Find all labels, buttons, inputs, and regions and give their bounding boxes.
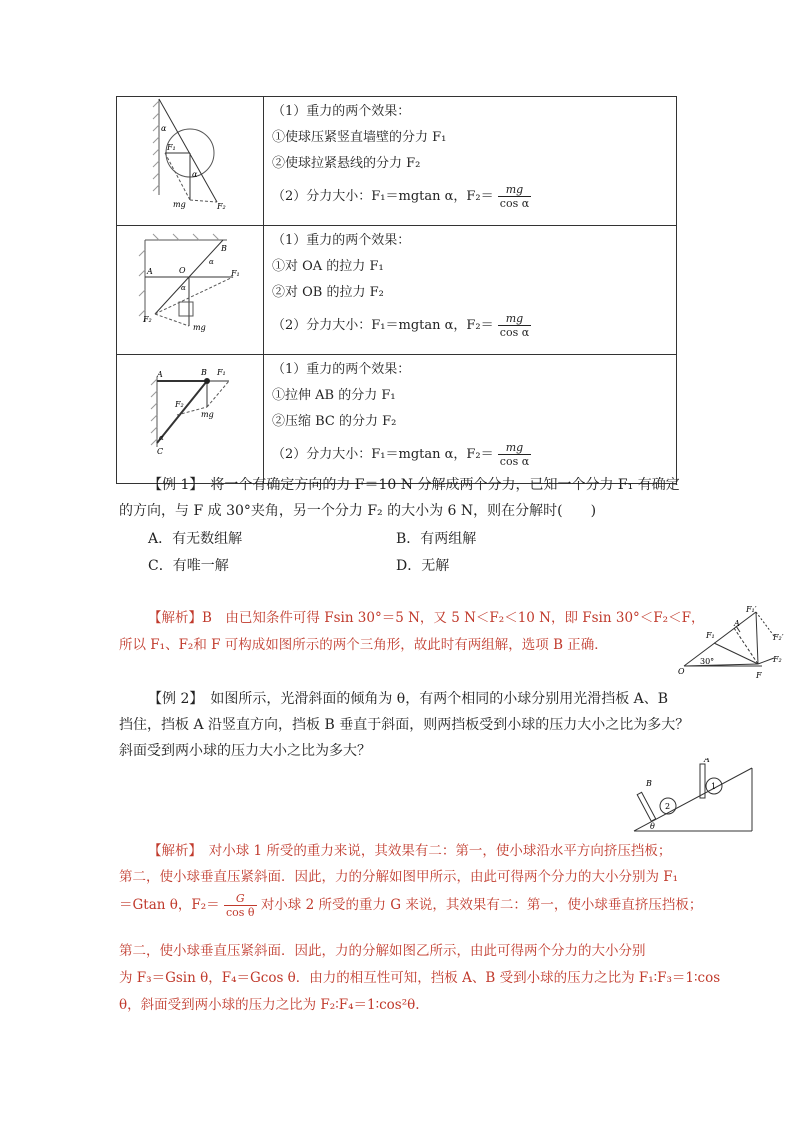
table-row bbox=[117, 97, 677, 226]
fraction bbox=[498, 441, 531, 468]
angle-label: 30° bbox=[700, 657, 715, 666]
fraction-numerator: mg bbox=[498, 183, 531, 197]
option-c: C．有唯一解 bbox=[148, 558, 229, 574]
effect-item: ②压缩 BC 的分力 F₂ bbox=[272, 414, 397, 429]
effect-item: ①拉伸 AB 的分力 F₁ bbox=[272, 388, 396, 403]
example2-question: 挡住，挡板 A 沿竖直方向，挡板 B 垂直于斜面，则两挡板受到小球的压力大小之比为多大？ bbox=[119, 717, 690, 733]
force-triangle-figure bbox=[676, 600, 794, 684]
f2-label: F₂ bbox=[143, 315, 152, 324]
ball-on-wall-figure bbox=[117, 97, 263, 221]
a-label: A bbox=[704, 758, 710, 764]
formula-label: （2）分力大小：F₁＝mgtan α，F₂＝ bbox=[272, 189, 494, 204]
o-label: O bbox=[179, 266, 186, 275]
a-label: A bbox=[147, 267, 153, 276]
fraction-numerator: mg bbox=[498, 312, 531, 326]
b-label: B bbox=[221, 244, 227, 253]
ball1-label: 1 bbox=[711, 782, 717, 791]
f2-label: F₂ bbox=[175, 400, 184, 409]
fraction bbox=[498, 183, 531, 210]
fraction bbox=[498, 312, 531, 339]
example2-analysis: 第二，使小球垂直压紧斜面．因此，力的分解如图甲所示，由此可得两个分力的大小分别为 F₁ bbox=[119, 869, 679, 885]
b-label: B bbox=[646, 779, 652, 788]
example1-question: 的方向，与 F 成 30°夹角，另一个分力 F₂ 的大小为 6 N，则在分解时( ) bbox=[119, 503, 597, 519]
example2-analysis: 【解析】 对小球 1 所受的重力来说，其效果有二：第一，使小球沿水平方向挤压挡板； bbox=[148, 843, 672, 859]
figure-cell bbox=[117, 226, 264, 355]
force-size-formula bbox=[272, 183, 676, 209]
effects-heading: （1）重力的两个效果： bbox=[272, 362, 411, 377]
b-label: B bbox=[201, 368, 207, 377]
fraction-numerator: mg bbox=[498, 441, 531, 455]
figure-cell bbox=[117, 97, 264, 226]
f1-label: F₁ bbox=[231, 269, 240, 278]
example1-question: 【例 1】 将一个有确定方向的力 F＝10 N 分解成两个分力，已知一个分力 F₁ 有确定 bbox=[148, 477, 680, 493]
figure-cell bbox=[117, 355, 264, 484]
option-d: D．无解 bbox=[396, 558, 450, 574]
table-row bbox=[117, 355, 677, 484]
f-label: F bbox=[756, 671, 762, 680]
f1-label: F₁ bbox=[217, 368, 226, 377]
effect-item: ②对 OB 的拉力 F₂ bbox=[272, 285, 384, 300]
fraction-denominator: cos α bbox=[499, 197, 530, 210]
mg-label: mg bbox=[193, 323, 206, 332]
example2-analysis-text: 对小球 2 所受的重力 G 来说，其效果有二：第一，使小球垂直挤压挡板； bbox=[260, 897, 703, 913]
effects-heading: （1）重力的两个效果： bbox=[272, 104, 411, 119]
text-cell bbox=[264, 355, 677, 484]
ball2-label: 2 bbox=[665, 802, 671, 811]
f2-label: F₂ bbox=[217, 202, 226, 211]
text-cell bbox=[264, 97, 677, 226]
alpha-label: α bbox=[192, 170, 198, 179]
table-row bbox=[117, 226, 677, 355]
alpha-label: α bbox=[159, 434, 164, 442]
mg-label: mg bbox=[173, 200, 186, 209]
force-size-formula bbox=[272, 441, 676, 467]
example2-analysis: θ，斜面受到两小球的压力之比为 F₂∶F₄＝1∶cos²θ. bbox=[119, 997, 420, 1013]
joint-b bbox=[204, 378, 210, 384]
example2-question: 【例 2】 如图所示，光滑斜面的倾角为 θ，有两个相同的小球分别用光滑挡板 A、B bbox=[148, 691, 669, 707]
fraction-denominator: cos θ bbox=[225, 906, 255, 919]
example1-analysis: 【解析】B 由已知条件可得 Fsin 30°＝5 N，又 5 N＜F₂＜10 N，即 Fsin 30°＜F₂＜F， bbox=[148, 610, 705, 626]
o-label: O bbox=[678, 667, 685, 676]
text-cell bbox=[264, 226, 677, 355]
effects-heading: （1）重力的两个效果： bbox=[272, 233, 411, 248]
c-label: C bbox=[157, 447, 164, 456]
alpha-label: α bbox=[161, 124, 167, 133]
mg-label: mg bbox=[201, 410, 214, 419]
effect-item: ②使球拉紧悬线的分力 F₂ bbox=[272, 156, 421, 171]
a-label: A bbox=[157, 370, 163, 379]
fraction bbox=[224, 892, 257, 919]
fraction-denominator: cos α bbox=[499, 326, 530, 339]
formula-label: （2）分力大小：F₁＝mgtan α，F₂＝ bbox=[272, 447, 494, 462]
example2-analysis: 为 F₃＝Gsin θ，F₄＝Gcos θ．由力的相互性可知，挡板 A、B 受到小球的压力之比为 F₁∶F₃＝1∶cos bbox=[119, 970, 721, 986]
a-label: A bbox=[734, 619, 740, 628]
formula-label: ＝Gtan θ，F₂＝ bbox=[119, 897, 220, 913]
force-size-formula bbox=[272, 312, 676, 338]
fraction-numerator: G bbox=[224, 892, 257, 906]
example2-analysis bbox=[119, 892, 702, 919]
option-b: B．有两组解 bbox=[396, 531, 477, 547]
f1-label: F₁ bbox=[706, 631, 715, 640]
effect-item: ①对 OA 的拉力 F₁ bbox=[272, 259, 384, 274]
force-effects-table bbox=[116, 96, 677, 484]
fraction-denominator: cos α bbox=[499, 455, 530, 468]
bracket-figure bbox=[117, 355, 263, 479]
alpha-label: α bbox=[181, 284, 186, 292]
effect-item: ①使球压紧竖直墙壁的分力 F₁ bbox=[272, 130, 447, 145]
alpha-label: α bbox=[209, 258, 214, 266]
f2-label: F₂ bbox=[773, 655, 782, 664]
two-rope-figure bbox=[117, 226, 263, 350]
example2-analysis: 第二，使小球垂直压紧斜面．因此，力的分解如图乙所示，由此可得两个分力的大小分别 bbox=[119, 943, 646, 959]
formula-label: （2）分力大小：F₁＝mgtan α，F₂＝ bbox=[272, 318, 494, 333]
f2-prime-label: F₂′ bbox=[773, 633, 784, 642]
f1-label: F₁ bbox=[167, 143, 176, 152]
example2-question: 斜面受到两小球的压力大小之比为多大？ bbox=[119, 743, 371, 759]
option-a: A．有无数组解 bbox=[148, 531, 243, 547]
example1-analysis: 所以 F₁、F₂和 F 可构成如图所示的两个三角形，故此时有两组解，选项 B 正确． bbox=[119, 637, 608, 653]
f1-prime-label: F₁′ bbox=[746, 605, 757, 614]
incline-balls-figure bbox=[630, 758, 760, 834]
theta-label: θ bbox=[650, 822, 655, 831]
